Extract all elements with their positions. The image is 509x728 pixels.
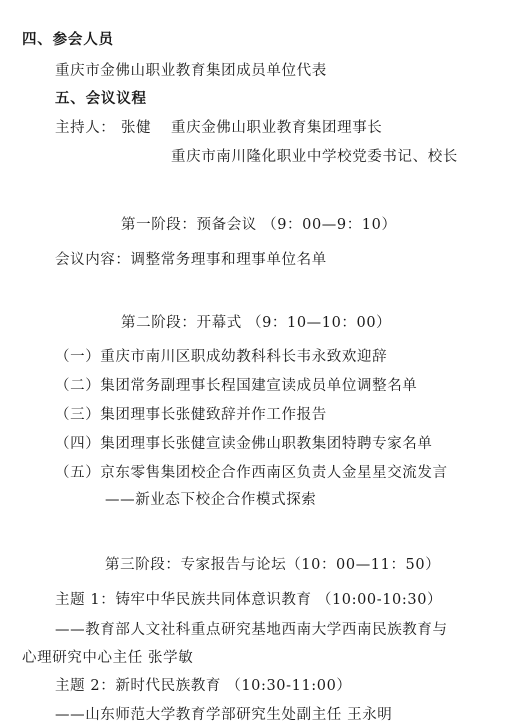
topic2-speaker: ——山东师范大学教育学部研究生处副主任 王永明 <box>55 707 393 723</box>
host-title-2: 重庆市南川隆化职业中学校党委书记、校长 <box>171 149 458 165</box>
section4-content: 重庆市金佛山职业教育集团成员单位代表 <box>55 63 327 79</box>
stage2-item-1: （一）重庆市南川区职成幼教科科长韦永致欢迎辞 <box>55 349 388 365</box>
stage3-title: 第三阶段：专家报告与论坛（10：00—11：50） <box>105 557 441 573</box>
host-label: 主持人： <box>55 120 116 136</box>
stage2-item-2: （二）集团常务副理事长程国建宣读成员单位调整名单 <box>55 378 418 394</box>
host-title-1: 重庆金佛山职业教育集团理事长 <box>171 120 383 136</box>
stage2-title: 第二阶段：开幕式 （9：10—10：00） <box>121 315 392 331</box>
stage2-item-5-cont: ——新业态下校企合作模式探索 <box>105 492 317 508</box>
stage2-item-5: （五）京东零售集团校企合作西南区负责人金星星交流发言 <box>55 465 448 481</box>
stage2-item-3: （三）集团理事长张健致辞并作工作报告 <box>55 407 327 423</box>
topic2: 主题 2：新时代民族教育 （10:30-11:00） <box>55 678 352 694</box>
stage1-title: 第一阶段：预备会议 （9：00—9：10） <box>121 217 397 233</box>
stage2-item-4: （四）集团理事长张健宣读金佛山职教集团特聘专家名单 <box>55 436 433 452</box>
host-name: 张健 <box>121 120 152 136</box>
topic1-speaker-b: 心理研究中心主任 张学敏 <box>22 650 194 666</box>
section4-heading: 四、参会人员 <box>22 32 114 48</box>
topic1-speaker-a: ——教育部人文社科重点研究基地西南大学西南民族教育与 <box>55 622 448 638</box>
stage1-content: 会议内容：调整常务理事和理事单位名单 <box>55 252 327 268</box>
topic1: 主题 1：铸牢中华民族共同体意识教育 （10:00-10:30） <box>55 592 443 608</box>
section5-heading: 五、会议议程 <box>55 91 147 107</box>
